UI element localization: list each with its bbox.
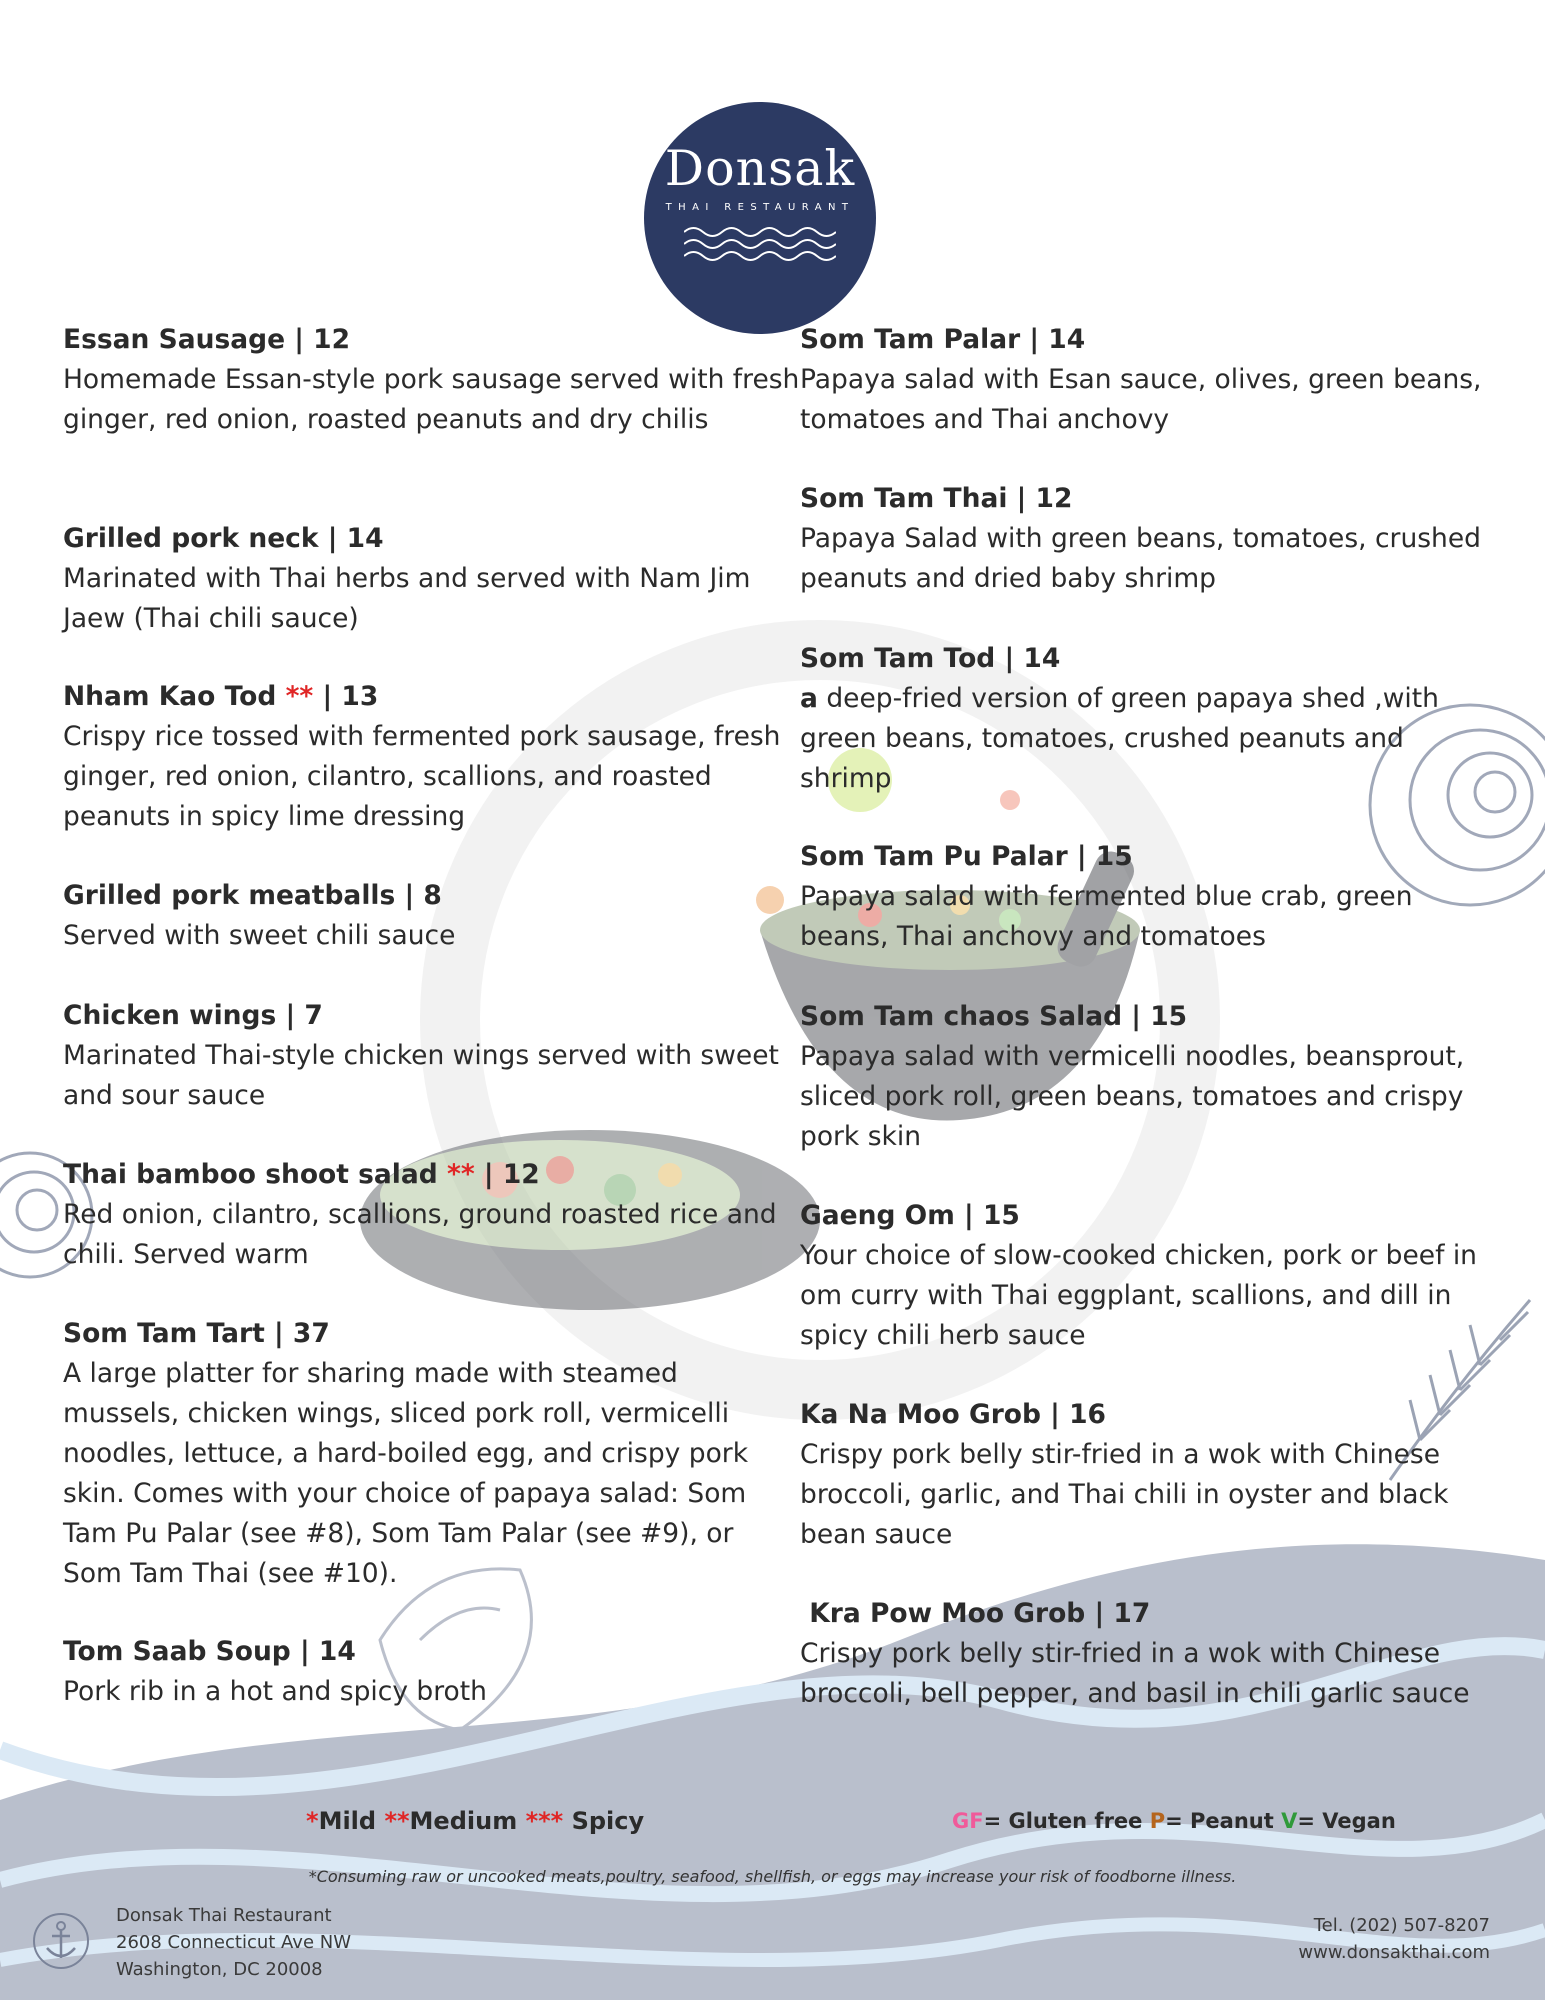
- restaurant-address: [116, 1902, 351, 1983]
- menu-item-description: A large platter for sharing made with steamed mussels, chicken wings, sliced pork roll, vermicelli noodles, lettuce, a hard-boiled egg, and crispy pork skin. Comes with your choice of papaya salad: Som Tam Pu Palar (see #8), Som Tam Palar (see #9), or Som Tam Thai (see #10).: [63, 1358, 749, 1589]
- restaurant-contact: [1298, 1912, 1490, 1966]
- menu-item-title: Grilled pork meatballs | 8: [63, 880, 442, 911]
- menu-item-description: Papaya salad with vermicelli noodles, beansprout, sliced pork roll, green beans, tomatoes and crispy pork skin: [800, 1041, 1465, 1152]
- menu-item-description: Papaya salad with Esan sauce, olives, green beans, tomatoes and Thai anchovy: [800, 364, 1482, 435]
- address-line: 2608 Connecticut Ave NW: [116, 1932, 352, 1953]
- menu-item-title: Gaeng Om | 15: [800, 1200, 1020, 1231]
- menu-item: [63, 1632, 803, 1712]
- menu-item-title: Nham Kao Tod ** | 13: [63, 681, 379, 712]
- menu-item-description: a deep-fried version of green papaya shed ,with green beans, tomatoes, crushed peanuts and shrimp: [800, 683, 1439, 794]
- menu-item: [800, 1395, 1500, 1555]
- restaurant-logo: [644, 102, 876, 334]
- menu-item: [63, 876, 803, 956]
- menu-item-title: Som Tam Pu Palar | 15: [800, 841, 1133, 872]
- menu-item-description: Homemade Essan-style pork sausage served with fresh ginger, red onion, roasted peanuts and dry chilis: [63, 364, 800, 435]
- menu-item-title: Som Tam Tart | 37: [63, 1318, 330, 1349]
- menu-item: [63, 1155, 803, 1275]
- spice-marker: **: [446, 1159, 475, 1190]
- menu-item: [63, 996, 803, 1116]
- menu-item-description: Red onion, cilantro, scallions, ground roasted rice and chili. Served warm: [63, 1199, 777, 1270]
- menu-item-title: Grilled pork neck | 14: [63, 523, 384, 554]
- menu-item-title: Tom Saab Soup | 14: [63, 1636, 356, 1667]
- menu-item-title: Ka Na Moo Grob | 16: [800, 1399, 1106, 1430]
- menu-item-title: Chicken wings | 7: [63, 1000, 323, 1031]
- menu-item-description: Crispy pork belly stir-fried in a wok with Chinese broccoli, garlic, and Thai chili in oyster and black bean sauce: [800, 1439, 1449, 1550]
- address-line: Washington, DC 20008: [116, 1959, 323, 1980]
- menu-item-title: Thai bamboo shoot salad ** | 12: [63, 1159, 540, 1190]
- menu-item-description: Pork rib in a hot and spicy broth: [63, 1676, 487, 1707]
- address-line: Donsak Thai Restaurant: [116, 1905, 332, 1926]
- menu-item: [63, 519, 803, 639]
- logo-name: Donsak: [664, 140, 856, 197]
- menu-item-title: Essan Sausage | 12: [63, 324, 351, 355]
- menu-item-title: Kra Pow Moo Grob | 17: [800, 1598, 1151, 1629]
- spice-level-legend: *Mild **Medium *** Spicy: [306, 1807, 645, 1835]
- menu-item: [800, 1594, 1500, 1714]
- menu-item: [800, 479, 1500, 599]
- menu-item: [800, 639, 1500, 799]
- menu-item-description: Marinated Thai-style chicken wings served with sweet and sour sauce: [63, 1040, 779, 1111]
- menu-item: [63, 1314, 798, 1594]
- menu-item-description: Marinated with Thai herbs and served with Nam Jim Jaew (Thai chili sauce): [63, 563, 751, 634]
- menu-item-title: Som Tam Tod | 14: [800, 643, 1061, 674]
- menu-item: [800, 1196, 1500, 1356]
- menu-item-description: Papaya salad with fermented blue crab, green beans, Thai anchovy and tomatoes: [800, 881, 1413, 952]
- menu-item-description: Papaya Salad with green beans, tomatoes, crushed peanuts and dried baby shrimp: [800, 523, 1481, 594]
- menu-item-description: Crispy rice tossed with fermented pork sausage, fresh ginger, red onion, cilantro, scallions, and roasted peanuts in spicy lime dressing: [63, 721, 781, 832]
- menu-item-description: Your choice of slow-cooked chicken, pork or beef in om curry with Thai eggplant, scallions, and dill in spicy chili herb sauce: [800, 1240, 1477, 1351]
- phone-number: Tel. (202) 507-8207: [1313, 1915, 1490, 1936]
- menu-item-title: Som Tam chaos Salad | 15: [800, 1001, 1188, 1032]
- food-safety-warning: *Consuming raw or uncooked meats,poultry, seafood, shellfish, or eggs may increase your risk of foodborne illness.: [308, 1867, 1237, 1886]
- anchor-icon: [32, 1912, 90, 1970]
- logo-subtitle: THAI RESTAURANT: [665, 202, 855, 213]
- menu-item: [800, 997, 1500, 1157]
- website-link[interactable]: www.donsakthai.com: [1298, 1942, 1490, 1963]
- menu-item: [800, 320, 1500, 440]
- menu-item-description: Crispy pork belly stir-fried in a wok with Chinese broccoli, bell pepper, and basil in chili garlic sauce: [800, 1638, 1470, 1709]
- menu-item: [63, 320, 803, 440]
- waves-icon: [684, 224, 836, 264]
- dietary-legend: GF= Gluten free P= Peanut V= Vegan: [952, 1809, 1396, 1833]
- menu-item: [63, 677, 803, 837]
- menu-item-title: Som Tam Thai | 12: [800, 483, 1073, 514]
- menu-item-title: Som Tam Palar | 14: [800, 324, 1086, 355]
- menu-item: [800, 837, 1500, 957]
- spice-marker: **: [285, 681, 314, 712]
- menu-item-description: Served with sweet chili sauce: [63, 920, 456, 951]
